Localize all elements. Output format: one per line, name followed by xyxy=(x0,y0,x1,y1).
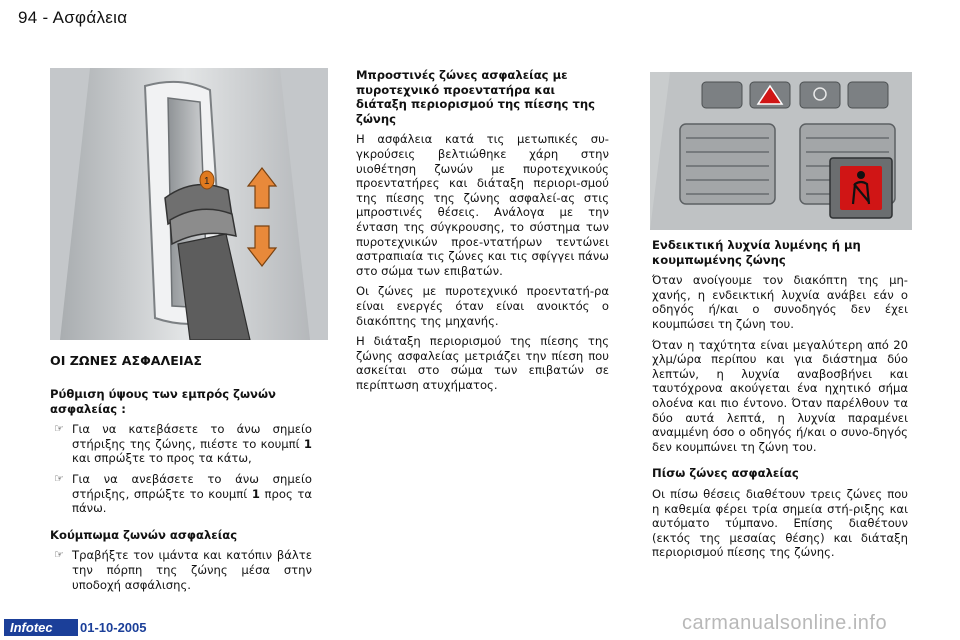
rear-belts-heading: Πίσω ζώνες ασφαλείας xyxy=(652,466,799,481)
bullet-text: Για να ανεβάσετε το άνω σημείο στήριξης, σπρώξτε το κουμπί 1 προς τα πάνω. xyxy=(72,471,312,516)
pointing-hand-icon: ☞ xyxy=(54,548,64,562)
bullet-text: Για να κατεβάσετε το άνω σημείο στήριξης της ζώνης, πιέστε το κουμπί 1 και σπρώξτε το προς τα κάτω, xyxy=(72,422,312,466)
middle-column xyxy=(356,68,609,398)
page-title: 94 - Ασφάλεια xyxy=(18,8,128,27)
callout-number: 1 xyxy=(204,176,210,187)
list-item xyxy=(50,472,312,516)
right-column xyxy=(652,238,908,566)
pretensioner-heading: Μπροστινές ζώνες ασφαλείας με πυροτεχνικό προεντατήρα και διάταξη περιορισμού της πίεσης της ζώνης xyxy=(356,68,595,126)
print-date: 01-10-2005 xyxy=(80,620,147,635)
warning-lamp-heading: Ενδεικτική λυχνία λυμένης ή μη κουμπωμένης ζώνης xyxy=(652,238,861,267)
rear-belts-paragraph: Οι πίσω θέσεις διαθέτουν τρεις ζώνες που η καθεμία φέρει τρία σημεία στή-ριξης και αυτόματο τύμπανο. Επίσης διαθέτουν (εκτός της μεσαίας θέσης) και διάταξη περιορισμού πίεσης της ζώνης. xyxy=(652,486,908,560)
pointing-hand-icon: ☞ xyxy=(54,471,64,485)
infotec-logo: Infotec xyxy=(4,619,78,636)
dashboard-illustration xyxy=(650,72,912,230)
pretensioner-paragraph-2: Οι ζώνες με πυροτεχνικό προεντατή-ρα είναι ενεργές όταν είναι ανοικτός ο διακόπτης της μηχανής. xyxy=(356,284,609,328)
site-watermark: carmanualsonline.info xyxy=(682,612,888,634)
dashboard-drawing xyxy=(650,72,912,230)
left-column xyxy=(50,353,312,598)
list-item xyxy=(50,422,312,466)
section-title: ΟΙ ΖΩΝΕΣ ΑΣΦΑΛΕΙΑΣ xyxy=(50,353,202,368)
bullet-text: Τραβήξτε τον ιμάντα και κατόπιν βάλτε την πόρπη της ζώνης μέσα στην υποδοχή ασφάλισης. xyxy=(72,548,312,592)
warning-lamp-paragraph-1: Όταν ανοίγουμε τον διακόπτη της μη-χανής, η ενδεικτική λυχνία ανάβει εάν ο οδηγός ή/και ο συνοδηγός δεν έχει κουμπώσει τη ζώνη του. xyxy=(652,273,908,331)
list-item xyxy=(50,548,312,592)
pretensioner-paragraph-1: Η ασφάλεια κατά τις μετωπικές συ-γκρούσεις βελτιώθηκε χάρη στην υιοθέτηση ζωνών με πυροτεχνικούς προεντατήρες και διάταξη περιορι-σμού της πίεσης της ζώνης ασφαλεί-ας στις μπροστινές θέσεις. Ανάλογα με την ένταση της σύγκρουσης, το σύστημα των πυροτεχνικών προε-ντατήρων τεντώνει αστραπιαία τις ζώνες και τις σφίγγει πάνω στο σώμα των επιβατών. xyxy=(356,132,609,278)
height-adjust-heading: Ρύθμιση ύψους των εμπρός ζωνών ασφαλείας : xyxy=(50,387,276,416)
pretensioner-paragraph-3: Η διάταξη περιορισμού της πίεσης της ζώνης ασφαλείας μετριάζει την πίεση που ασκείται στο σώμα των επιβατών σε περίπτωση ατυχήματος. xyxy=(356,334,609,392)
warning-lamp-paragraph-2: Όταν η ταχύτητα είναι μεγαλύτερη από 20 χλμ/ώρα περίπου και για διάστημα δύο λεπτών, η λυχνία αναβοσβήνει και ταυτόχρονα ακούγεται ένα ηχητικό σήμα ολοένα και πιο έντονο. Όταν παρέλθουν τα δύο αυτά λεπτά, η λυχνία παραμένει αναμμένη όσο ο οδηγός ή/και ο συνο-δηγός δεν κουμπώνει τη ζώνη του. xyxy=(652,337,908,454)
belt-adjuster-drawing xyxy=(50,68,328,340)
buckling-heading: Κούμπωμα ζωνών ασφαλείας xyxy=(50,527,238,542)
belt-adjuster-illustration xyxy=(50,68,328,340)
pointing-hand-icon: ☞ xyxy=(54,422,64,436)
